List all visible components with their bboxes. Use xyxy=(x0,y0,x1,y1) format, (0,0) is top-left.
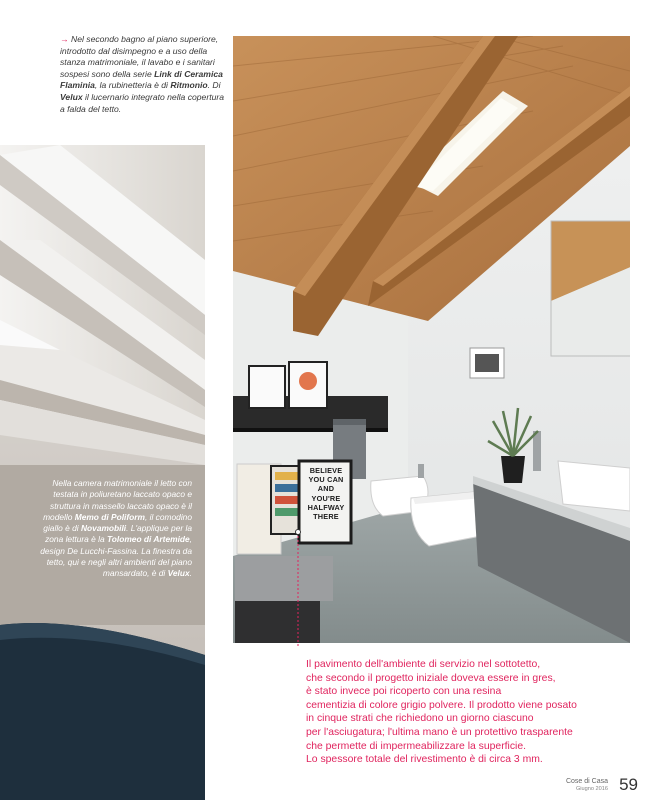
caption-bold: Link di Ceramica Flaminia xyxy=(60,68,223,91)
bathroom-photo xyxy=(233,36,630,643)
caption-text: , il comodino giallo è di xyxy=(43,511,192,534)
page-footer xyxy=(560,776,640,796)
caption-text: il lucernario integrato nella copertura a falda del tetto. xyxy=(60,91,225,114)
body-paragraph xyxy=(306,658,626,767)
body-line: che permette di impermeabilizzare la superficie. xyxy=(306,740,527,752)
poster-line: YOU'RE xyxy=(311,493,341,503)
caption-text: Nel secondo bagno al piano superiore, introdotto dal disimpegno e a uso della stanza matrimoniale, il lavabo e i sanitari sospesi sono della serie xyxy=(60,34,219,79)
arrow-right-icon: → xyxy=(60,34,69,44)
caption-bedroom xyxy=(40,478,192,580)
caption-bold: Velux xyxy=(167,568,190,579)
bedroom-photo xyxy=(0,145,205,800)
poster-line: AND xyxy=(317,484,335,494)
caption-bold: Ritmonio xyxy=(170,80,208,91)
caption-bold: Tolomeo di Artemide xyxy=(107,534,190,545)
body-line: Lo spessore totale del rivestimento è di circa 3 mm. xyxy=(306,754,543,766)
caption-text: . xyxy=(189,568,192,579)
body-line: cementizia di colore grigio polvere. Il prodotto viene posato xyxy=(306,699,577,711)
caption-text: , la rubinetteria è di xyxy=(94,80,171,91)
body-line: Il pavimento dell'ambiente di servizio nel sottotetto, xyxy=(306,659,541,670)
body-line: in cinque strati che richiedono un giorno ciascuno xyxy=(306,713,534,725)
body-line: per l'asciugatura; l'ultima mano è un protettivo trasparente xyxy=(306,726,573,738)
poster-line: HALFWAY xyxy=(307,502,345,512)
caption-bathroom xyxy=(60,34,225,115)
caption-text: . L'applique per la zona lettura è la xyxy=(45,523,192,545)
caption-text: , design De Lucchi-Fassina. La finestra da tetto, qui e negli altri ambienti del piano mansardato, è di xyxy=(40,534,192,579)
magazine-name: Cose di Casa xyxy=(565,778,608,785)
caption-text: Nella camera matrimoniale il letto con testata in poliuretano laccato opaco e struttura in massello laccato opaco è il modello xyxy=(43,478,192,522)
issue-date: Giugno 2016 xyxy=(575,786,608,792)
leader-line xyxy=(294,528,302,648)
page-number: 59 xyxy=(619,775,638,794)
poster-line: THERE xyxy=(313,512,339,522)
poster-text xyxy=(302,466,350,521)
caption-bold: Velux xyxy=(60,91,83,102)
body-line: che secondo il progetto iniziale doveva essere in gres, xyxy=(306,672,556,684)
caption-text: . Di xyxy=(207,80,221,91)
poster-line: BELIEVE xyxy=(309,466,343,475)
poster-line: YOU CAN xyxy=(308,475,344,485)
caption-bold: Memo di Poliform xyxy=(74,511,145,522)
caption-bold: Novamobili xyxy=(81,523,127,534)
body-line: è stato invece poi ricoperto con una resina xyxy=(306,686,502,698)
